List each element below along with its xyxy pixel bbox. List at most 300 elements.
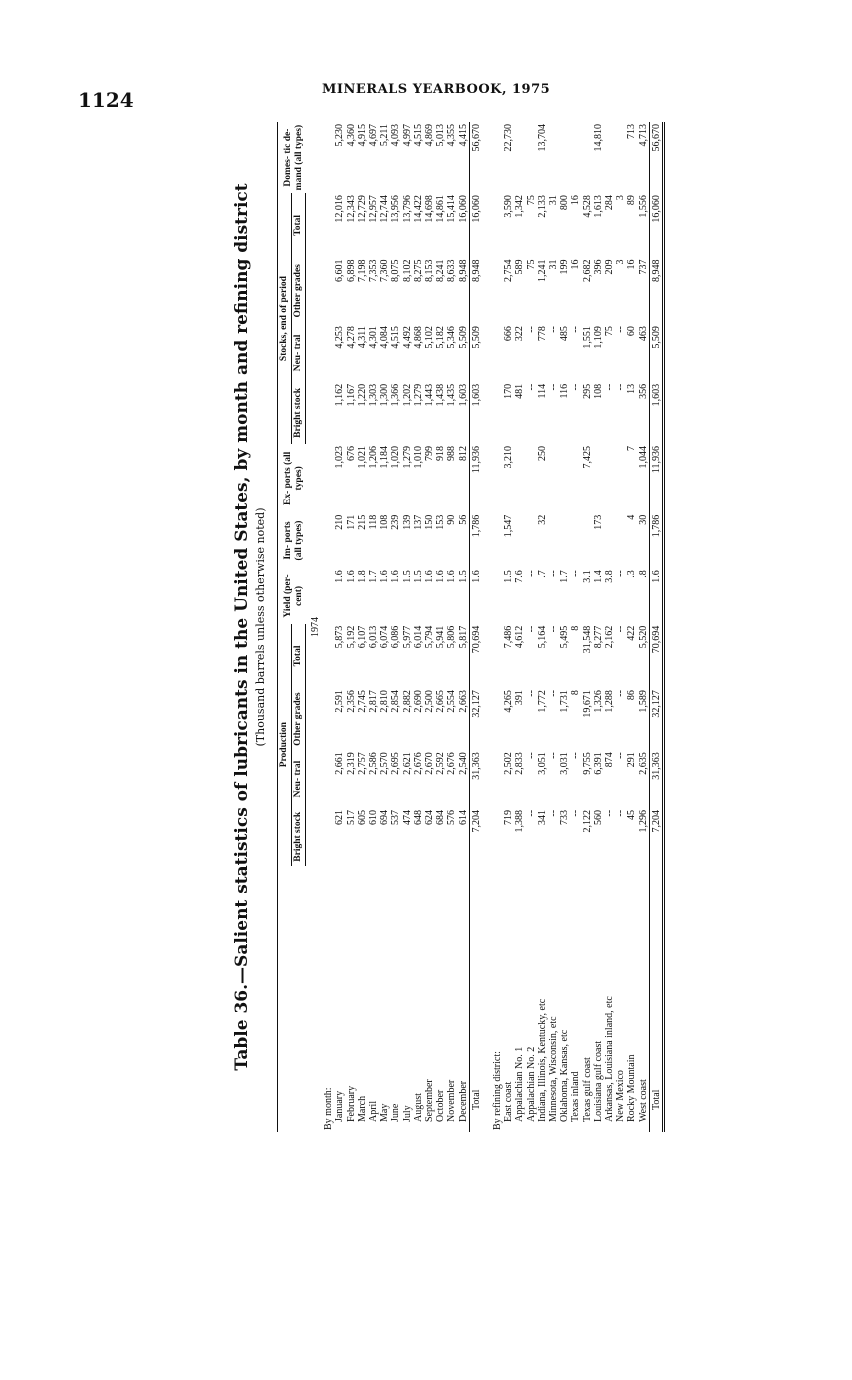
table-row <box>593 122 604 1132</box>
table-cell: 2,122 <box>581 809 593 833</box>
table-cell <box>559 513 570 568</box>
table-cell: 56,670 <box>469 122 482 193</box>
table-cell: 116 <box>559 383 571 399</box>
production-other-grades-header: Other grades <box>292 688 306 750</box>
table-cell: 1.7 <box>559 570 571 583</box>
table-cell: 1.5 <box>503 570 515 583</box>
table-cell <box>559 444 570 513</box>
table-cell: 7,425 <box>581 445 593 469</box>
table-cell: 2,554 <box>446 690 458 713</box>
table-cell: 1,206 <box>368 445 380 469</box>
row-label: December <box>457 1080 469 1122</box>
table-cell: 14,422 <box>412 195 424 223</box>
stocks-total-header: Total <box>292 193 306 257</box>
table-cell: 4,528 <box>581 195 593 218</box>
table-cell: 1,167 <box>345 383 357 407</box>
year-label: 1974 <box>310 617 321 637</box>
table-cell: 988 <box>446 445 458 461</box>
running-head: MINERALS YEARBOOK, 1975 <box>322 82 551 97</box>
table-cell: 1,279 <box>412 383 424 407</box>
table-row <box>559 122 570 1132</box>
table-cell: 666 <box>503 326 515 342</box>
table-cell <box>593 444 604 513</box>
row-label: February <box>345 1085 357 1122</box>
table-cell: 16 <box>570 195 582 206</box>
table-cell: 2,670 <box>424 752 436 775</box>
table-cell: 1,388 <box>514 809 526 833</box>
table-cell: 1,443 <box>424 383 436 407</box>
table-cell: 1,613 <box>592 195 604 218</box>
table-cell <box>514 444 525 513</box>
table-cell <box>526 122 537 193</box>
table-cell: 70,694 <box>469 624 482 688</box>
table-cell: 4,869 <box>424 124 436 147</box>
table-cell: 215 <box>356 514 368 530</box>
row-label: New Mexico <box>615 1070 627 1122</box>
row-label: Texas gulf coast <box>581 1057 593 1122</box>
table-cell: 4,253 <box>334 326 346 349</box>
table-cell: 356 <box>637 383 649 399</box>
table-cell: 56 <box>457 514 469 525</box>
table-cell: 2,757 <box>356 752 368 775</box>
table-cell: 4,301 <box>368 326 380 349</box>
stub-header <box>278 866 306 1132</box>
table-cell: 799 <box>424 445 436 461</box>
table-cell: 485 <box>559 326 571 342</box>
table-cell: -- <box>615 383 627 391</box>
table-cell: 2,810 <box>379 690 391 713</box>
total-row <box>649 122 663 1132</box>
table-row <box>503 122 514 1132</box>
production-neutral-header: Neu- tral <box>292 750 306 808</box>
table-row <box>413 122 424 1132</box>
row-label: August <box>412 1093 424 1122</box>
table-cell: -- <box>525 809 537 817</box>
table-cell: 2,500 <box>424 690 436 713</box>
table-cell: 30 <box>637 514 649 525</box>
table-cell: -- <box>548 752 560 759</box>
table-cell: 209 <box>604 259 616 275</box>
table-cell: 1.5 <box>457 570 469 583</box>
row-label: May <box>379 1103 391 1122</box>
table-cell: 812 <box>457 445 469 461</box>
table-cell: -- <box>525 383 537 391</box>
table-cell: 3,590 <box>503 195 515 218</box>
production-bright-stock-header: Bright stock <box>292 808 306 866</box>
domestic-demand-header: Domes- tic de- mand (all types) <box>278 122 306 193</box>
table-cell: 1,603 <box>469 382 482 444</box>
table-cell: 31,548 <box>581 625 593 654</box>
table-cell: 3,031 <box>559 752 571 775</box>
table-cell: -- <box>570 752 582 759</box>
row-label: West coast <box>637 1079 649 1122</box>
table-cell: 5,192 <box>345 625 357 649</box>
row-label: Louisiana gulf coast <box>592 1040 604 1122</box>
table-cell: 16,060 <box>469 193 482 257</box>
table-cell: 239 <box>390 514 402 530</box>
table-cell <box>604 513 615 568</box>
row-label: East coast <box>503 1081 515 1122</box>
table-cell: 4,355 <box>446 124 458 147</box>
table-cell: 210 <box>334 514 346 530</box>
table-cell: 1,589 <box>637 690 649 713</box>
table-cell: 2,635 <box>637 752 649 775</box>
table-cell <box>582 122 593 193</box>
table-cell: -- <box>615 326 627 333</box>
table-subtitle: (Thousand barrels unless otherwise noted) <box>254 507 267 747</box>
table-cell: -- <box>548 625 560 633</box>
table-cell: 7.6 <box>514 570 526 583</box>
table-cell: 31 <box>548 259 560 270</box>
table-cell: 5,509 <box>457 326 469 349</box>
table-cell: 2,663 <box>457 690 469 713</box>
table-cell: 14,810 <box>592 124 604 152</box>
table-cell: 614 <box>457 809 469 825</box>
table-cell: -- <box>525 570 537 577</box>
table-cell: 4,713 <box>637 124 649 147</box>
table-cell: 1,202 <box>401 383 413 407</box>
table-cell: 8,102 <box>401 259 413 283</box>
page-number: 1124 <box>78 88 134 112</box>
table-cell: 1.6 <box>649 568 663 623</box>
table-cell: 7,486 <box>503 625 515 649</box>
table-cell: 684 <box>435 809 447 825</box>
table-cell: 1.4 <box>592 570 604 583</box>
table-cell: 284 <box>604 195 616 211</box>
table-cell: 1,772 <box>536 690 548 713</box>
table-cell: .3 <box>626 570 638 578</box>
table-cell: 1,731 <box>559 690 571 713</box>
table-cell: .8 <box>637 570 649 578</box>
table-cell: 13,704 <box>536 124 548 152</box>
table-cell: 4,093 <box>390 124 402 147</box>
table-cell: 1.5 <box>401 570 413 583</box>
table-cell: 1,109 <box>592 326 604 349</box>
table-cell: 7 <box>626 445 638 451</box>
table-cell: 1,021 <box>356 445 368 469</box>
table-cell: 517 <box>345 809 357 825</box>
table-cell: 2,854 <box>390 690 402 713</box>
table-cell: -- <box>570 326 582 333</box>
table-cell <box>548 122 559 193</box>
table-cell: 7,353 <box>368 259 380 283</box>
table-cell: -- <box>615 690 627 697</box>
table-cell: 5,509 <box>649 324 663 382</box>
yield-header: Yield (per- cent) <box>278 568 306 623</box>
table-cell <box>570 513 581 568</box>
table-cell: 1,220 <box>356 383 368 407</box>
year-row <box>306 122 324 1132</box>
row-label: October <box>435 1089 447 1122</box>
table-cell <box>559 122 570 193</box>
row-label: Minnesota, Wisconsin, etc <box>548 1016 560 1122</box>
table-cell: 5,013 <box>435 124 447 147</box>
table-cell: 1,303 <box>368 383 380 407</box>
table-cell: 170 <box>503 383 515 399</box>
table-cell: 16 <box>570 259 582 270</box>
table-cell: 86 <box>626 690 638 701</box>
table-cell: 199 <box>559 259 571 275</box>
table-cell: 139 <box>401 514 413 530</box>
table-cell: 1.6 <box>469 568 482 623</box>
table-cell: 1,786 <box>469 513 482 568</box>
table-cell: 4,084 <box>379 326 391 349</box>
table-cell: 2,690 <box>412 690 424 713</box>
table-cell: 5,941 <box>435 625 447 649</box>
table-cell: 118 <box>368 514 380 530</box>
table-row <box>615 122 626 1132</box>
table-cell: 2,586 <box>368 752 380 775</box>
section-row-by-month <box>323 122 334 1132</box>
table-cell: 605 <box>356 809 368 825</box>
row-label: June <box>390 1103 402 1122</box>
production-header: Production <box>278 624 292 866</box>
table-cell: 874 <box>604 752 616 768</box>
table-cell: -- <box>548 690 560 697</box>
table-cell: 463 <box>637 326 649 342</box>
table-cell: 8,075 <box>390 259 402 283</box>
table-cell: 4,515 <box>412 124 424 147</box>
table-cell: 171 <box>345 514 357 530</box>
table-cell: 8,275 <box>412 259 424 283</box>
table-cell: -- <box>525 326 537 333</box>
table-cell: 2,754 <box>503 259 515 283</box>
table-cell: 8 <box>570 690 582 696</box>
table-cell: 1.8 <box>356 570 368 583</box>
rotated-table-block <box>228 122 768 1132</box>
table-cell: 8 <box>570 625 582 631</box>
table-cell: 5,230 <box>334 124 346 147</box>
row-label: Total <box>469 866 482 1132</box>
table-row <box>424 122 435 1132</box>
table-cell: 1,020 <box>390 445 402 469</box>
table-cell: 31,363 <box>469 750 482 808</box>
by-district-label: By refining district: <box>492 1051 504 1130</box>
table-cell: 9,755 <box>581 752 593 775</box>
table-cell: 6,014 <box>412 625 424 649</box>
table-row <box>446 122 457 1132</box>
table-cell: 32 <box>536 514 548 525</box>
table-cell: 1,288 <box>604 690 616 713</box>
table-cell: 1,296 <box>637 809 649 833</box>
table-cell: 5,817 <box>457 625 469 649</box>
table-cell: 1.6 <box>446 570 458 583</box>
table-cell: 1,435 <box>446 383 458 407</box>
table-cell: 8,948 <box>649 258 663 325</box>
table-cell: 4,915 <box>356 124 368 147</box>
table-cell: -- <box>548 570 560 577</box>
table-cell: -- <box>615 809 627 817</box>
table-cell: -- <box>615 570 627 577</box>
table-cell: 7,204 <box>469 808 482 866</box>
table-cell: -- <box>604 809 616 817</box>
table-cell: 4,997 <box>401 124 413 147</box>
table-cell: 31,363 <box>649 750 663 808</box>
table-cell: 1,551 <box>581 326 593 349</box>
table-row <box>402 122 413 1132</box>
table-cell: 2,621 <box>401 752 413 775</box>
table-cell: 1,162 <box>334 383 346 407</box>
table-cell: 1,556 <box>637 195 649 218</box>
table-cell: 1,010 <box>412 445 424 469</box>
table-cell: 5,509 <box>469 324 482 382</box>
row-label: March <box>356 1095 368 1122</box>
table-cell: 8,948 <box>469 258 482 325</box>
table-cell: 89 <box>626 195 638 206</box>
table-cell: 733 <box>559 809 571 825</box>
table-cell: 16,060 <box>457 195 469 223</box>
table-cell: 4 <box>626 514 638 520</box>
table-cell: 90 <box>446 514 458 525</box>
table-cell: 4,265 <box>503 690 515 713</box>
table-title: Table 36.—Salient statistics of lubricants in the United States, by month and refining district <box>232 183 252 1071</box>
table-row <box>638 122 650 1132</box>
table-cell <box>604 444 615 513</box>
table-cell: 2,540 <box>457 752 469 775</box>
table-cell: 1.5 <box>412 570 424 583</box>
table-cell: 75 <box>525 259 537 270</box>
table-cell: 15,414 <box>446 195 458 223</box>
table-row <box>368 122 379 1132</box>
row-label: July <box>401 1105 413 1122</box>
table-cell: 14,698 <box>424 195 436 223</box>
table-cell: 918 <box>435 445 447 461</box>
row-label: April <box>368 1100 380 1122</box>
table-cell: 1,023 <box>334 445 346 469</box>
table-cell: -- <box>570 383 582 391</box>
table-cell: 610 <box>368 809 380 825</box>
table-cell: 108 <box>592 383 604 399</box>
total-row <box>469 122 482 1132</box>
table-cell: -- <box>615 625 627 633</box>
table-cell: 1,342 <box>514 195 526 218</box>
table-cell: 60 <box>626 326 638 337</box>
table-cell: 8,153 <box>424 259 436 283</box>
table-row <box>582 122 593 1132</box>
table-cell: 4,360 <box>345 124 357 147</box>
table-cell: 1,547 <box>503 514 515 538</box>
table-cell <box>615 122 626 193</box>
table-cell: .7 <box>536 570 548 578</box>
table-cell: 1,241 <box>536 259 548 283</box>
table-cell: -- <box>525 625 537 633</box>
table-cell: 737 <box>637 259 649 275</box>
table-cell: 22,730 <box>503 124 515 152</box>
table-cell: 676 <box>345 445 357 461</box>
section-spacer <box>482 122 492 1132</box>
table-cell: 6,898 <box>345 259 357 283</box>
table-cell: 2,882 <box>401 690 413 713</box>
row-label: January <box>334 1090 346 1122</box>
table-cell <box>615 513 626 568</box>
table-cell: 621 <box>334 809 346 825</box>
table-cell: -- <box>570 809 582 817</box>
table-cell: 589 <box>514 259 526 275</box>
table-cell: 1.6 <box>390 570 402 583</box>
table-cell: 5,794 <box>424 625 436 649</box>
table-cell: 295 <box>581 383 593 399</box>
table-cell: 2,817 <box>368 690 380 713</box>
table-row <box>526 122 537 1132</box>
table-cell <box>548 444 559 513</box>
table-cell: 14,861 <box>435 195 447 223</box>
table-cell <box>570 444 581 513</box>
table-cell: 45 <box>626 809 638 820</box>
table-cell: 2,676 <box>446 752 458 775</box>
table-cell: -- <box>570 570 582 577</box>
table-cell: 7,204 <box>649 808 663 866</box>
table-cell: 75 <box>604 326 616 337</box>
table-cell: 8,241 <box>435 259 447 283</box>
table-row <box>626 122 637 1132</box>
imports-header: Im- ports (all types) <box>278 513 306 568</box>
table-cell: 70,694 <box>649 624 663 688</box>
table-cell: 32,127 <box>469 688 482 750</box>
table-cell <box>615 444 626 513</box>
table-cell: 3,210 <box>503 445 515 469</box>
row-label: September <box>424 1079 436 1122</box>
table-cell: 3 <box>615 195 627 201</box>
table-cell: 16,060 <box>649 193 663 257</box>
table-cell: 1,044 <box>637 445 649 469</box>
row-label: Texas inland <box>570 1071 582 1122</box>
table-cell: 6,601 <box>334 259 346 283</box>
stocks-header: Stocks, end of period <box>278 193 292 444</box>
table-cell: 56,670 <box>649 122 663 193</box>
table-cell: 1,300 <box>379 383 391 407</box>
table-cell: 694 <box>379 809 391 825</box>
table-cell: 13,956 <box>390 195 402 223</box>
table-row <box>514 122 525 1132</box>
table-cell: 153 <box>435 514 447 530</box>
table-cell: 5,520 <box>637 625 649 649</box>
table-cell: 150 <box>424 514 436 530</box>
row-label: November <box>446 1079 458 1122</box>
table-cell <box>526 513 537 568</box>
table-cell: 108 <box>379 514 391 530</box>
table-cell: 5,873 <box>334 625 346 649</box>
production-total-header: Total <box>292 624 306 688</box>
table-cell: 2,665 <box>435 690 447 713</box>
stocks-neutral-header: Neu- tral <box>292 324 306 382</box>
table-cell: 1,438 <box>435 383 447 407</box>
table-cell: 391 <box>514 690 526 706</box>
table-cell: 6,074 <box>379 625 391 649</box>
table-cell: 2,502 <box>503 752 515 775</box>
table-cell: 8,277 <box>592 625 604 649</box>
table-cell: 2,319 <box>345 752 357 775</box>
table-cell: 576 <box>446 809 458 825</box>
table-cell: 719 <box>503 809 515 825</box>
table-row <box>537 122 548 1132</box>
table-cell: 322 <box>514 326 526 342</box>
table-cell: 3.8 <box>604 570 616 583</box>
table-cell: 4,278 <box>345 326 357 349</box>
table-row <box>458 122 470 1132</box>
table-cell: 5,806 <box>446 625 458 649</box>
row-label: Oklahoma, Kansas, etc <box>559 1029 571 1122</box>
table-cell: 19,671 <box>581 690 593 718</box>
table-cell: 7,360 <box>379 259 391 283</box>
table-cell: 3 <box>615 259 627 265</box>
table-cell: 173 <box>592 514 604 530</box>
table-row <box>379 122 390 1132</box>
table-cell: -- <box>548 809 560 817</box>
table-cell: 2,591 <box>334 690 346 713</box>
table-cell: 2,676 <box>412 752 424 775</box>
table-cell: 114 <box>536 383 548 399</box>
table-cell <box>514 513 525 568</box>
